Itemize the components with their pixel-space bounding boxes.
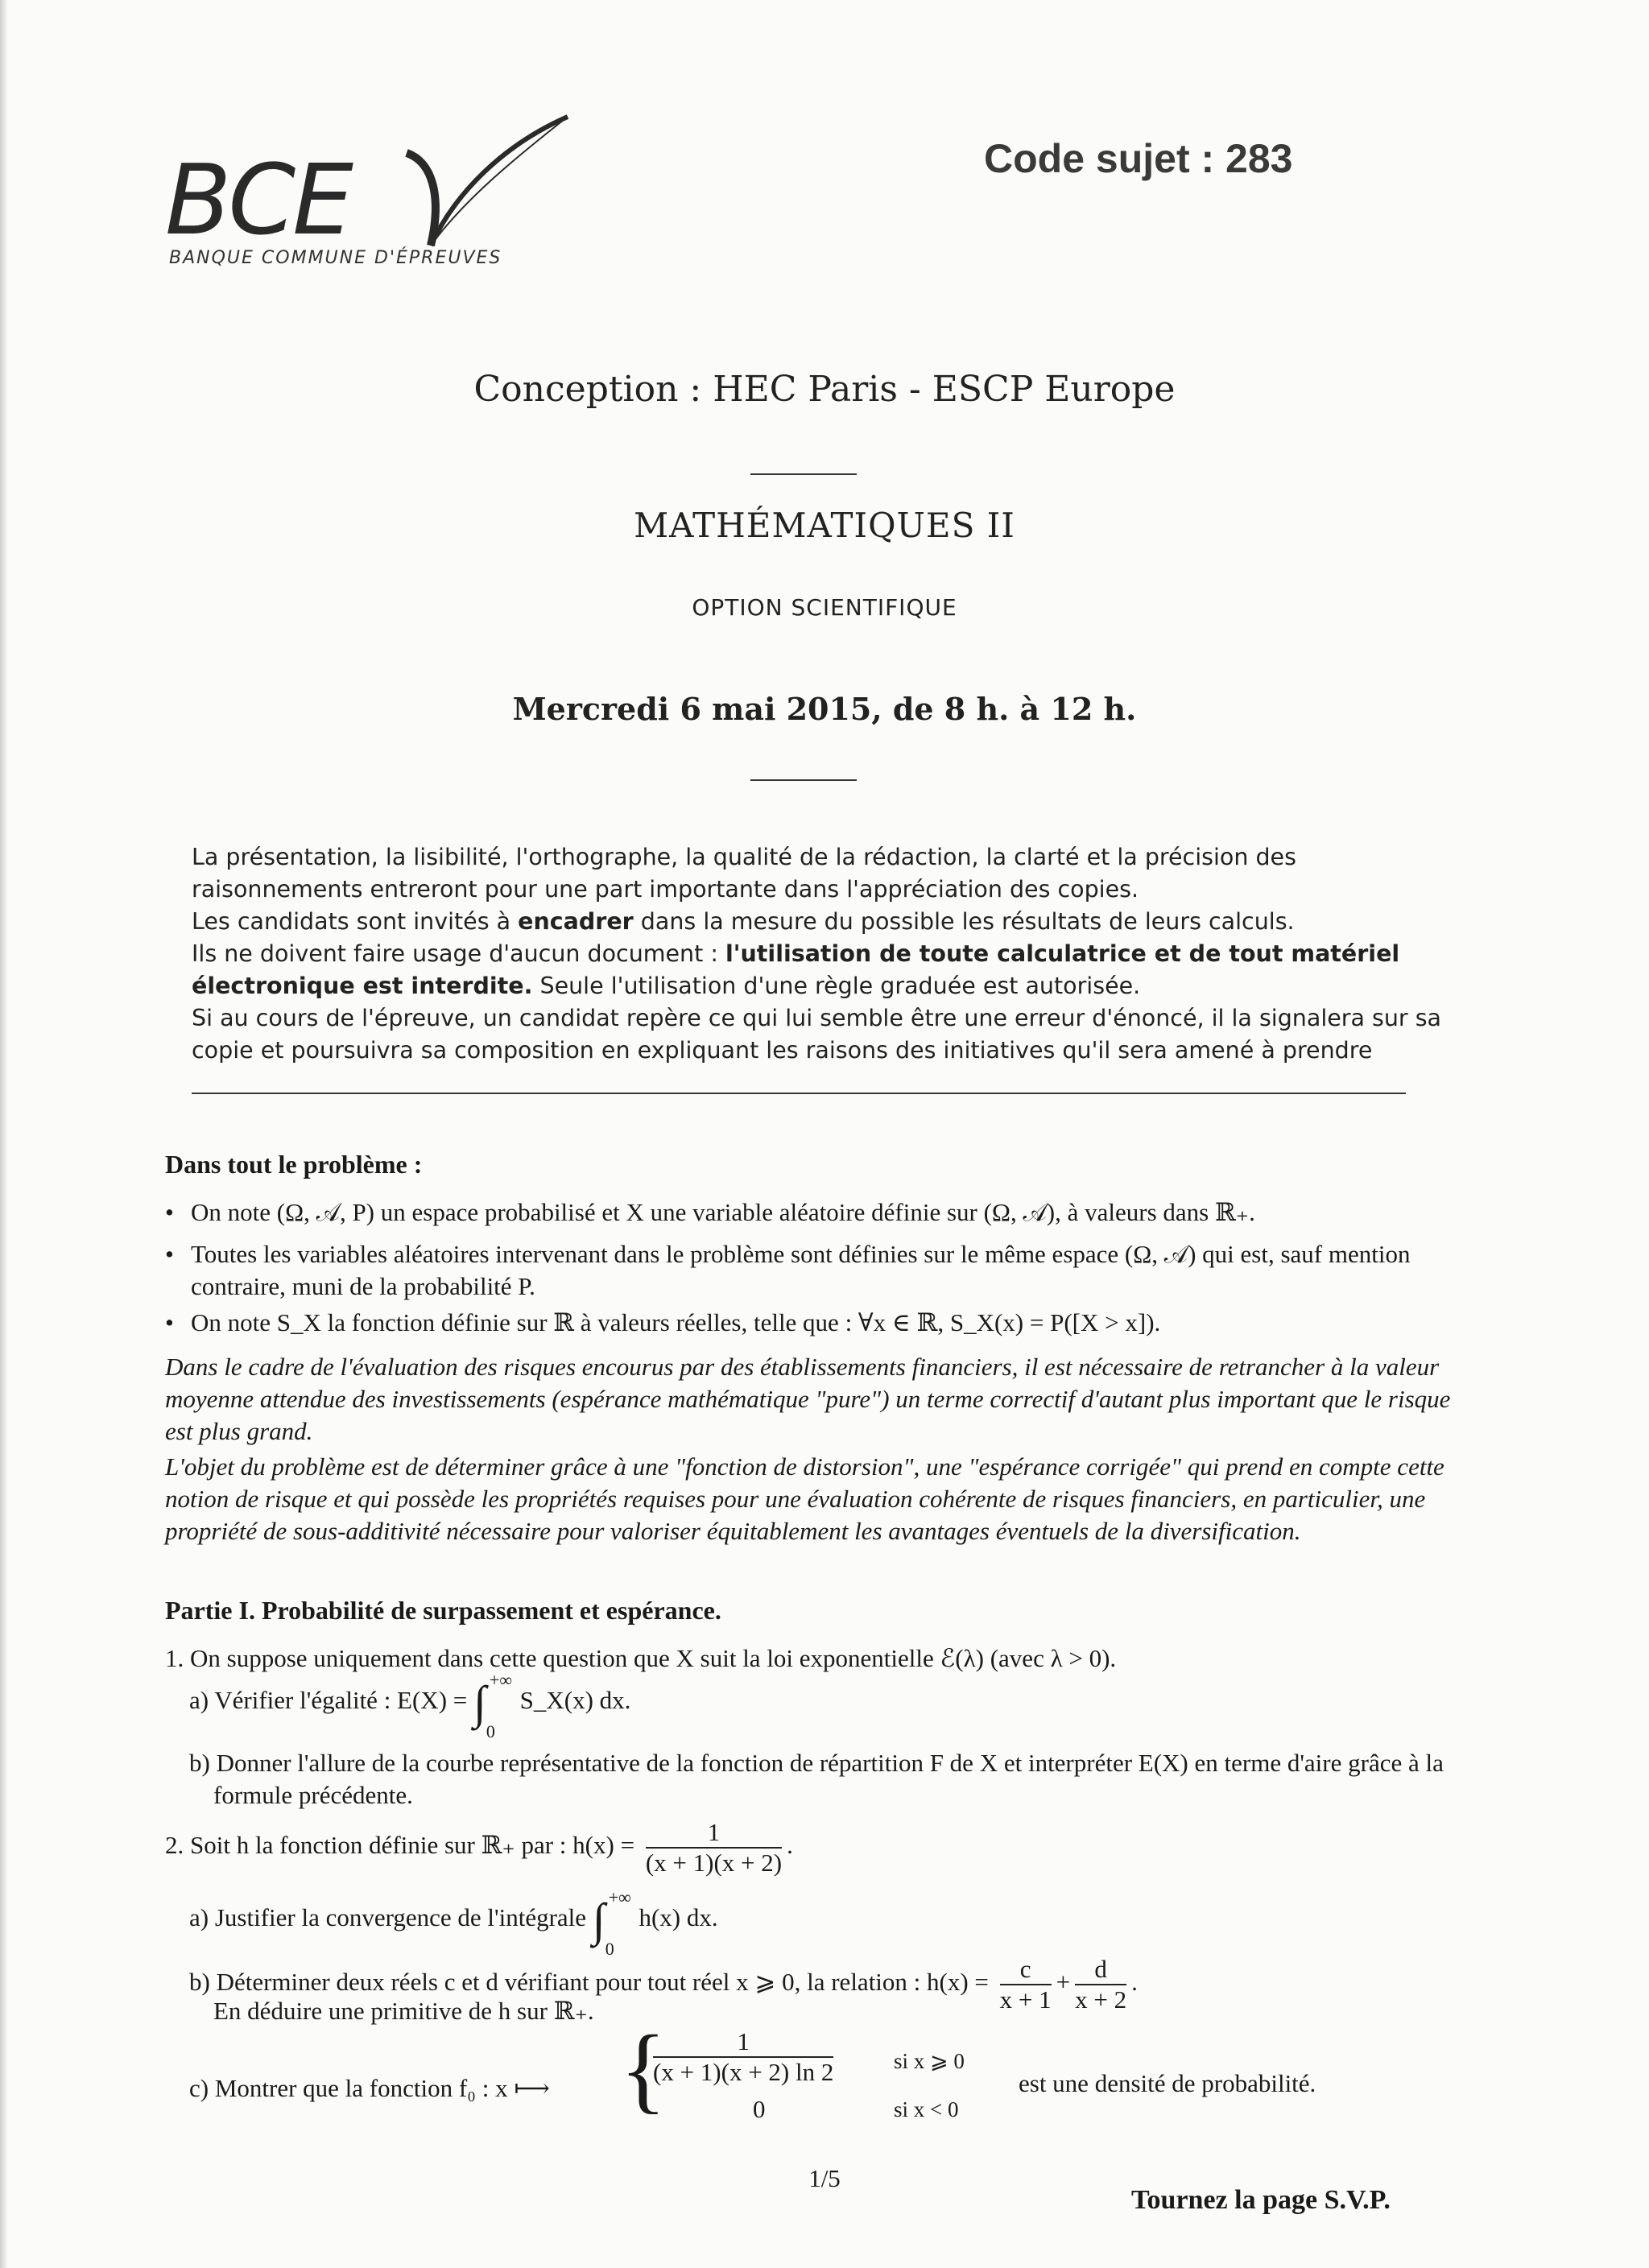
question-2b: b) Déterminer deux réels c et d vérifiant pour tout réel x ⩾ 0, la relation : h(x) = $\frac{c}{x + 1}$ + $\frac{d}{x + 2}$ . xyxy=(189,1955,1138,2014)
exam-date: Mercredi 6 mai 2015, de 8 h. à 12 h. xyxy=(512,691,1137,727)
exam-option: OPTION SCIENTIFIQUE xyxy=(692,594,957,621)
exam-title: MATHÉMATIQUES II xyxy=(634,506,1015,545)
question-2c: c) Montrer que la fonction f₀ : x ⟼ { $\frac{1}{(x + 1)(x + 2) \ln 2}$ 0 si x ⩾ 0 si x < 0 est une densité de probabilité. xyxy=(189,2015,1316,2123)
question-1a: a) Vérifier l'égalité : E(X) = ∫ +∞ 0 S_X(x) dx. xyxy=(189,1669,631,1741)
fraction: $\frac{d}{x + 2}$ xyxy=(1075,1955,1127,2014)
integral-sign: ∫ xyxy=(473,1675,486,1729)
fraction: $\frac{c}{x + 1}$ xyxy=(999,1955,1052,2014)
divider xyxy=(192,1093,1406,1094)
bullet-item: • On note S_X la fonction définie sur ℝ à valeurs réelles, telle que : ∀x ∈ ℝ, S_X(x) = P([X > x]). xyxy=(165,1308,1161,1336)
problem-context: Dans le cadre de l'évaluation des risques encourus par des établissements financiers, il est nécessaire de retrancher à la valeur moyenne attendue des investissements (espérance mathématique "pure") un terme correctif d'autant plus important que le risque est plus grand. xyxy=(165,1353,1451,1445)
partie-title: Partie I. Probabilité de surpassement et espérance. xyxy=(165,1596,721,1625)
divider xyxy=(750,779,857,781)
page-number: 1/5 xyxy=(808,2164,841,2192)
instruction-presentation: La présentation, la lisibilité, l'orthographe, la qualité de la rédaction, la clarté et la précision des raisonnements entreront pour une part importante dans l'appréciation des copies. xyxy=(192,844,1296,903)
code-sujet: Code sujet : 283 xyxy=(984,136,1293,181)
svg-text:BCE: BCE xyxy=(165,145,350,257)
integral-sign: ∫ xyxy=(592,1893,605,1946)
question-1: 1. On suppose uniquement dans cette question que X suit la loi exponentielle ℰ(λ) (avec λ > 0). xyxy=(165,1644,1117,1672)
logo-subtitle: BANQUE COMMUNE D'ÉPREUVES xyxy=(169,248,502,268)
bullet-item: • Toutes les variables aléatoires intervenant dans le problème sont définies sur le même espace (Ω, 𝒜) qui est, sauf mention contraire, muni de la probabilité P. xyxy=(165,1240,1411,1300)
fraction: $\frac{1}{(x + 1)(x + 2) \ln 2}$ xyxy=(653,2027,834,2086)
question-2a: a) Justifier la convergence de l'intégrale ∫ +∞ 0 h(x) dx. xyxy=(189,1886,718,1959)
bullet-item: • On note (Ω, 𝒜, P) un espace probabilisé et X une variable aléatoire définie sur (Ω, 𝒜), à valeurs dans ℝ₊. xyxy=(165,1198,1255,1226)
turn-page-note: Tournez la page S.V.P. xyxy=(1131,2185,1391,2215)
problem-heading: Dans tout le problème : xyxy=(165,1150,423,1179)
scan-edge-shadow xyxy=(0,0,8,2268)
instruction-documents: Ils ne doivent faire usage d'aucun document : l'utilisation de toute calculatrice et de tout matériel électronique est interdite. Seule l'utilisation d'une règle graduée est autorisée. xyxy=(192,940,1400,999)
question-2b-followup: En déduire une primitive de h sur ℝ₊. xyxy=(213,1997,594,2025)
instruction-encadrer: Les candidats sont invités à encadrer dans la mesure du possible les résultats de leurs calculs. xyxy=(192,908,1295,935)
instruction-erreur: Si au cours de l'épreuve, un candidat repère ce qui lui semble être une erreur d'énoncé, il la signalera sur sa copie et poursuivra sa composition en expliquant les raisons des initiatives qu'il sera amené à prendre xyxy=(192,1005,1442,1064)
conception-line: Conception : HEC Paris - ESCP Europe xyxy=(473,369,1176,410)
problem-objective: L'objet du problème est de déterminer grâce à une "fonction de distorsion", une "espérance corrigée" qui prend en compte cette notion de risque et qui possède les propriétés requises pour une évaluation cohérente de risques financiers, en particulier, une propriété de sous-additivité nécessaire pour valoriser équitablement les avantages éventuels de la diversification. xyxy=(165,1452,1444,1545)
divider xyxy=(750,473,857,475)
fraction: $\frac{1}{(x + 1)(x + 2)}$ xyxy=(645,1818,783,1877)
instructions xyxy=(192,841,1448,1067)
left-brace: { xyxy=(620,2015,667,2122)
question-1b: b) Donner l'allure de la courbe représentative de la fonction de répartition F de X et interpréter E(X) en terme d'aire grâce à la formule précédente. xyxy=(189,1749,1444,1809)
question-2: 2. Soit h la fonction définie sur ℝ₊ par : h(x) = $\frac{1}{(x + 1)(x + 2)}$ . xyxy=(165,1818,793,1877)
